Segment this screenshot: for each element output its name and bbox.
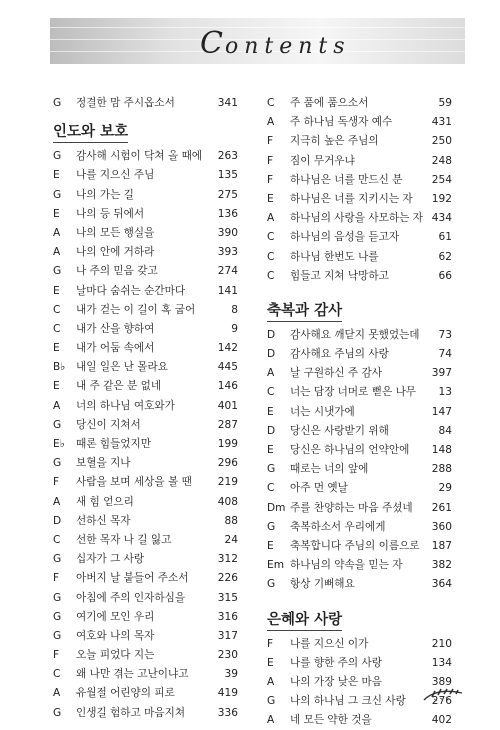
section-heading	[53, 115, 238, 147]
toc-entry[interactable]	[53, 512, 238, 531]
song-key: Em	[267, 559, 285, 572]
section-label: 은혜와 사랑	[267, 608, 342, 631]
page-number: 315	[217, 591, 238, 604]
page-number: 312	[217, 553, 238, 566]
toc-entry[interactable]	[53, 224, 238, 243]
toc-entry[interactable]	[53, 243, 238, 262]
song-key: G	[53, 629, 62, 642]
toc-entry[interactable]	[53, 454, 238, 473]
toc-entry[interactable]	[53, 531, 238, 550]
page-number: 389	[431, 675, 452, 688]
page-number: 419	[217, 687, 238, 700]
toc-entry[interactable]	[267, 479, 452, 498]
page-number: 390	[217, 226, 238, 239]
song-key: G	[267, 578, 276, 591]
song-title: 감사해요 주님의 사랑	[290, 348, 389, 361]
page-number: 316	[217, 610, 238, 623]
toc-entry[interactable]	[53, 704, 238, 723]
toc-entry[interactable]	[267, 326, 452, 345]
song-title: 여호와 나의 목자	[76, 629, 155, 642]
toc-entry[interactable]	[267, 654, 452, 673]
page-number: 192	[431, 192, 452, 205]
page-number: 187	[431, 539, 452, 552]
page-number: 317	[217, 629, 238, 642]
song-title: 축복하소서 우리에게	[290, 520, 386, 533]
song-key: F	[53, 476, 60, 489]
right-column	[267, 94, 452, 730]
toc-entry[interactable]	[267, 364, 452, 383]
toc-entry[interactable]	[53, 416, 238, 435]
song-key: C	[267, 482, 275, 495]
song-key: F	[267, 637, 274, 650]
toc-entry[interactable]	[53, 147, 238, 166]
toc-entry[interactable]	[53, 646, 238, 665]
song-title: 당신은 사랑받기 위해	[290, 424, 389, 437]
page-number: 402	[431, 714, 452, 727]
song-title: 보혈을 지나	[76, 457, 131, 470]
toc-entry[interactable]	[267, 422, 452, 441]
page-number: 199	[217, 438, 238, 450]
page-number: 408	[217, 495, 238, 508]
song-title: 짐이 무거우냐	[290, 154, 355, 167]
song-key: E	[53, 284, 60, 297]
page-number: 445	[217, 361, 238, 374]
page-number: 66	[438, 269, 452, 282]
page-number: 248	[431, 154, 452, 167]
page-number: 134	[431, 656, 452, 669]
page-number: 141	[217, 284, 238, 297]
song-key: A	[267, 714, 275, 727]
song-title: 내가 어둠 속에서	[76, 342, 155, 355]
song-key: G	[53, 418, 62, 431]
toc-entry[interactable]	[53, 320, 238, 339]
page-number: 61	[438, 231, 452, 244]
song-key: G	[267, 695, 276, 708]
song-key: C	[53, 303, 61, 316]
song-key: C	[267, 386, 275, 399]
song-key: G	[53, 457, 62, 470]
song-title: 나의 안에 거하라	[76, 246, 155, 259]
toc-entry[interactable]	[267, 152, 452, 171]
toc-entry[interactable]	[53, 493, 238, 512]
page-number: 39	[224, 668, 238, 681]
song-key: G	[53, 610, 62, 623]
song-title: 당신이 지쳐서	[76, 418, 141, 431]
song-key: C	[53, 322, 61, 335]
toc-entry[interactable]	[267, 499, 452, 518]
page-number: 73	[438, 328, 452, 341]
song-title: 힘들고 지쳐 낙망하고	[290, 269, 389, 282]
toc-entry[interactable]	[53, 684, 238, 703]
page-number: 250	[431, 135, 452, 148]
song-title: 나를 향한 주의 사랑	[290, 656, 382, 669]
toc-entry[interactable]	[267, 711, 452, 730]
song-key: D	[267, 348, 276, 361]
song-title: 오늘 피었다 지는	[76, 649, 155, 662]
toc-entry[interactable]	[53, 301, 238, 320]
song-title: 너는 담장 너머로 뻗은 나무	[290, 386, 417, 399]
song-key: C	[267, 231, 275, 244]
song-key: E	[53, 380, 60, 393]
toc-entry[interactable]	[53, 589, 238, 608]
song-key: A	[53, 226, 61, 239]
song-key: E	[267, 405, 274, 418]
page-number: 74	[438, 348, 452, 361]
song-title: 때론 힘들었지만	[76, 438, 152, 450]
toc-entry[interactable]	[267, 345, 452, 364]
song-key: F	[53, 649, 60, 662]
song-key: C	[53, 533, 61, 546]
song-title: 나의 가장 낮은 마음	[290, 675, 382, 688]
song-key: D	[53, 514, 62, 527]
toc-entry[interactable]	[267, 537, 452, 556]
song-title: 선하신 목자	[76, 514, 131, 527]
song-title: 하나님은 너를 지키시는 자	[290, 192, 413, 205]
page-number: 276	[431, 695, 452, 708]
song-key: G	[53, 188, 62, 201]
toc-entry[interactable]	[267, 460, 452, 479]
song-key: E	[267, 444, 274, 456]
song-title: 감사해 시험이 닥쳐 올 때에	[76, 150, 203, 163]
toc-entry[interactable]	[267, 209, 452, 228]
song-title: 나를 지으신 주님	[76, 169, 155, 182]
song-key: G	[53, 150, 62, 163]
song-title: 때로는 너의 앞에	[290, 463, 369, 476]
song-title: 네 모든 약한 것을	[290, 714, 372, 727]
song-title: 인생길 험하고 마음지쳐	[76, 706, 186, 719]
song-title: 선한 목자 나 길 잃고	[76, 533, 172, 546]
song-title: 하나님의 약속을 믿는 자	[290, 559, 403, 572]
page-number: 135	[217, 169, 238, 182]
song-title: 주를 찬양하는 마음 주셨네	[290, 501, 413, 514]
page-number: 434	[431, 212, 452, 225]
page-number: 84	[438, 424, 452, 437]
song-key: G	[53, 553, 62, 566]
toc-entry[interactable]	[53, 473, 238, 492]
song-key: B♭	[53, 361, 66, 374]
song-key: G	[267, 520, 276, 533]
page-number: 13	[438, 386, 452, 399]
page-number: 393	[217, 246, 238, 259]
contents-banner	[50, 18, 465, 64]
toc-entry[interactable]	[53, 377, 238, 396]
song-key: G	[53, 706, 62, 719]
contents-title-rest: ontents	[224, 34, 351, 59]
toc-entry[interactable]	[267, 575, 452, 594]
song-key: G	[267, 463, 276, 476]
contents-title	[200, 26, 351, 61]
song-key: G	[53, 265, 62, 278]
page-number: 8	[231, 303, 238, 316]
song-title: 하나님의 음성을 듣고자	[290, 231, 400, 244]
page-number: 397	[431, 367, 452, 380]
toc-entry[interactable]	[53, 205, 238, 224]
song-title: 너는 시냇가에	[290, 405, 355, 418]
page-number: 226	[217, 572, 238, 585]
song-key: A	[53, 246, 61, 259]
page-number: 288	[431, 463, 452, 476]
song-key: F	[267, 173, 274, 186]
toc-entry[interactable]	[53, 339, 238, 358]
page-number: 336	[217, 706, 238, 719]
song-title: 나의 하나님 그 크신 사랑	[290, 695, 406, 708]
song-key: E	[267, 192, 274, 205]
toc-entry[interactable]	[267, 228, 452, 247]
toc-entry[interactable]	[267, 248, 452, 267]
song-key: E	[267, 656, 274, 669]
toc-entry[interactable]	[53, 665, 238, 684]
page-number: 59	[438, 97, 452, 109]
song-key: C	[267, 250, 275, 263]
song-title: 주 하나님 독생자 예수	[290, 116, 393, 129]
section-label: 축복과 감사	[267, 299, 342, 322]
page-number: 287	[217, 418, 238, 431]
song-title: 유월절 어린양의 피로	[76, 687, 175, 700]
page-number: 219	[217, 476, 238, 489]
page-number: 147	[431, 405, 452, 418]
song-title: 축복합니다 주님의 이름으로	[290, 539, 420, 552]
toc-entry[interactable]	[267, 190, 452, 209]
toc-entry[interactable]	[267, 556, 452, 575]
toc-entry[interactable]	[267, 132, 452, 151]
song-title: 감사해요 깨닫지 못했었는데	[290, 328, 420, 341]
song-title: 주 품에 품으소서	[290, 97, 369, 109]
toc-entry[interactable]	[53, 569, 238, 588]
page-number: 9	[231, 322, 238, 335]
song-key: A	[267, 116, 275, 129]
page-number: 146	[217, 380, 238, 393]
song-key: A	[267, 675, 275, 688]
song-key: A	[53, 495, 61, 508]
section-heading	[267, 603, 452, 635]
song-title: 새 힘 얻으리	[76, 495, 134, 508]
left-column	[53, 94, 238, 723]
song-title: 아침에 주의 인자하심을	[76, 591, 186, 604]
page-number: 274	[217, 265, 238, 278]
song-title: 내가 걷는 이 길이 혹 굽어	[76, 303, 196, 316]
page-number: 364	[431, 578, 452, 591]
toc-entry[interactable]	[53, 282, 238, 301]
page-number: 148	[431, 444, 452, 456]
toc-entry[interactable]	[267, 383, 452, 402]
song-title: 날마다 숨쉬는 순간마다	[76, 284, 186, 297]
page-number: 275	[217, 188, 238, 201]
song-title: 당신은 하나님의 언약안에	[290, 444, 410, 456]
section-label: 인도와 보호	[53, 120, 128, 143]
page-number: 29	[438, 482, 452, 495]
toc-entry[interactable]	[267, 441, 452, 460]
page-number: 263	[217, 150, 238, 163]
song-key: A	[53, 687, 61, 700]
song-key: A	[267, 367, 275, 380]
toc-entry[interactable]	[267, 94, 452, 113]
toc-entry[interactable]	[267, 518, 452, 537]
song-title: 하나님 한번도 나를	[290, 250, 379, 263]
song-title: 정결한 맘 주시옵소서	[76, 97, 175, 109]
song-title: 여기에 모인 우리	[76, 610, 155, 623]
song-title: 날 구원하신 주 감사	[290, 367, 382, 380]
song-key: E	[53, 342, 60, 355]
song-key: E	[53, 207, 60, 220]
toc-entry[interactable]	[53, 550, 238, 569]
song-title: 내 주 같은 분 없네	[76, 380, 162, 393]
toc-entry[interactable]	[53, 94, 238, 113]
song-title: 십자가 그 사랑	[76, 553, 145, 566]
song-title: 항상 기뻐해요	[290, 578, 355, 591]
page-number: 142	[217, 342, 238, 355]
song-key: F	[267, 135, 274, 148]
page-number: 401	[217, 399, 238, 412]
toc-entry[interactable]	[53, 608, 238, 627]
song-key: C	[267, 97, 275, 109]
song-key: D	[267, 328, 276, 341]
toc-entry[interactable]	[53, 435, 238, 454]
song-title: 아버지 날 붙들어 주소서	[76, 572, 189, 585]
song-key: C	[53, 668, 61, 681]
song-key: E♭	[53, 438, 65, 450]
page-number: 382	[431, 559, 452, 572]
song-key: A	[53, 399, 61, 412]
song-title: 하나님의 사랑을 사모하는 자	[290, 212, 423, 225]
song-title: 나의 등 뒤에서	[76, 207, 145, 220]
toc-entry[interactable]	[267, 635, 452, 654]
song-key: F	[267, 154, 274, 167]
toc-entry[interactable]	[267, 171, 452, 190]
song-key: Dm	[267, 501, 286, 514]
song-title: 너의 하나님 여호와가	[76, 399, 175, 412]
song-title: 사람을 보며 세상을 볼 땐	[76, 476, 192, 489]
song-key: F	[53, 572, 60, 585]
song-key: E	[267, 539, 274, 552]
page-number: 360	[431, 520, 452, 533]
toc-entry[interactable]	[53, 358, 238, 377]
toc-entry[interactable]	[53, 397, 238, 416]
song-key: C	[267, 269, 275, 282]
song-title: 내일 일은 난 몰라요	[76, 361, 168, 374]
song-key: E	[53, 169, 60, 182]
page-number: 341	[217, 97, 238, 109]
page-number: 296	[217, 457, 238, 470]
toc-entry[interactable]	[53, 262, 238, 281]
song-key: D	[267, 424, 276, 437]
song-title: 나의 모든 행실을	[76, 226, 155, 239]
song-title: 지극히 높은 주님의	[290, 135, 379, 148]
toc-entry[interactable]	[53, 166, 238, 185]
song-key: G	[53, 591, 62, 604]
song-title: 아주 먼 옛날	[290, 482, 348, 495]
page-number: 431	[431, 116, 452, 129]
page-number: 24	[224, 533, 238, 546]
page-number: 254	[431, 173, 452, 186]
section-heading	[267, 294, 452, 326]
page-number: 210	[431, 637, 452, 650]
toc-entry[interactable]	[53, 627, 238, 646]
song-key: G	[53, 97, 62, 109]
page-number: 261	[431, 501, 452, 514]
leaf-ornament-icon	[422, 688, 464, 702]
song-title: 나의 가는 길	[76, 188, 134, 201]
song-title: 나를 지으신 이가	[290, 637, 369, 650]
toc-entry[interactable]	[267, 403, 452, 422]
song-title: 왜 나만 겪는 고난이냐고	[76, 668, 189, 681]
toc-entry[interactable]	[53, 186, 238, 205]
page-number: 136	[217, 207, 238, 220]
page-number: 230	[217, 649, 238, 662]
contents-title-initial: C	[200, 26, 225, 61]
toc-entry[interactable]	[267, 267, 452, 286]
page-number: 88	[224, 514, 238, 527]
song-title: 나 주의 믿음 갖고	[76, 265, 158, 278]
page-number: 62	[438, 250, 452, 263]
song-title: 내가 산을 향하여	[76, 322, 155, 335]
song-title: 하나님은 너를 만드신 분	[290, 173, 403, 186]
song-key: A	[267, 212, 275, 225]
toc-entry[interactable]	[267, 113, 452, 132]
